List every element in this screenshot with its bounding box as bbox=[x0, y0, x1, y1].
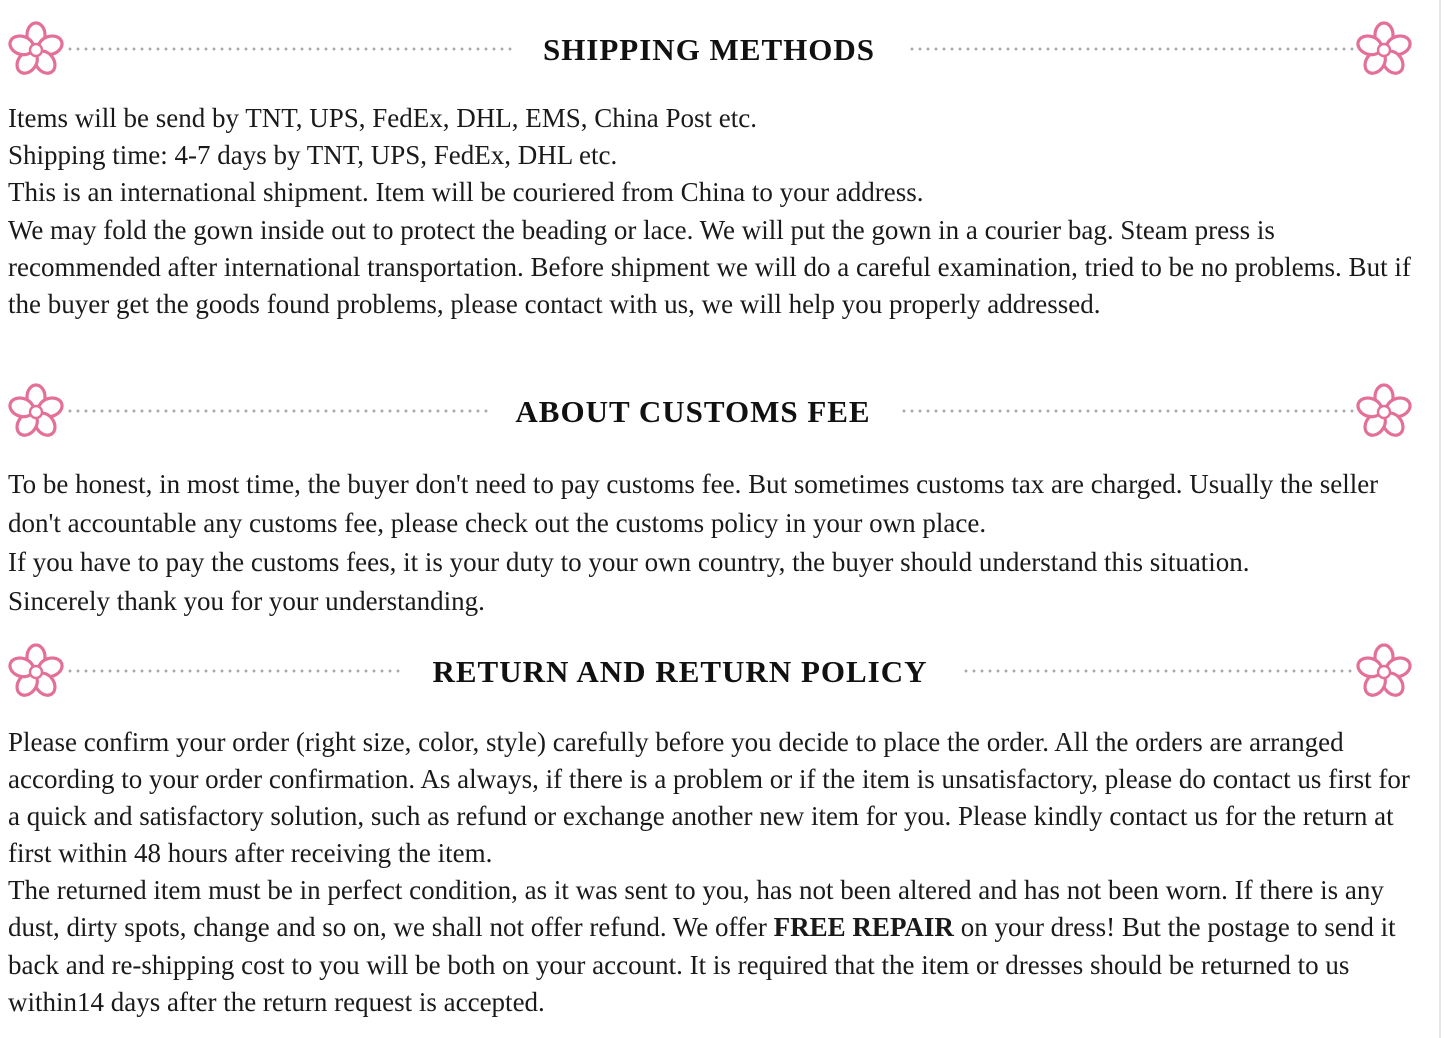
flower-icon bbox=[1356, 380, 1412, 444]
dotted-divider bbox=[66, 47, 512, 51]
text-paragraph: We may fold the gown inside out to protect the beading or lace. We will put the gown in a courier bag. Steam press is recommended after international transportation. Before shipment we will do a careful examination, tried to be no problems. But if the buyer get the goods found problems, please contact with us, we will help you properly addressed. bbox=[8, 214, 1411, 320]
dotted-divider bbox=[66, 409, 490, 413]
section-title: RETURN AND RETURN POLICY bbox=[432, 654, 928, 689]
text-run: on your dress! But the postage to send it back and re-shipping cost to you will be both on your account. It is required that the item or dresses should be returned to us within14 days after the return request is accepted. bbox=[8, 912, 1396, 1017]
section-header-customs bbox=[8, 380, 1412, 444]
section-title: SHIPPING METHODS bbox=[542, 32, 876, 67]
dotted-divider bbox=[900, 409, 1354, 413]
flower-icon bbox=[8, 380, 64, 444]
text-line: Sincerely thank you for your understanding. bbox=[8, 586, 485, 616]
text-run: The returned item must be in perfect condition, as it was sent to you, has not been altered and has not been worn. If there is any dust, dirty spots, change and so on, we shall not offer refund. We offer bbox=[8, 875, 1384, 943]
flower-icon bbox=[8, 640, 64, 704]
customs-body bbox=[8, 465, 1418, 621]
section-header-shipping bbox=[8, 18, 1412, 82]
text-line: This is an international shipment. Item will be couriered from China to your address. bbox=[8, 177, 924, 208]
flower-icon bbox=[1356, 640, 1412, 704]
returns-body bbox=[8, 724, 1418, 1021]
text-line: Items will be send by TNT, UPS, FedEx, DHL, EMS, China Post etc. bbox=[8, 103, 757, 133]
free-repair-highlight: FREE REPAIR bbox=[773, 912, 954, 943]
text-paragraph: To be honest, in most time, the buyer don't need to pay customs fee. But sometimes customs tax are charged. Usually the seller don't accountable any customs fee, please check out the customs policy in your own place. bbox=[8, 469, 1379, 538]
text-line: Shipping time: 4-7 days by TNT, UPS, FedEx, DHL etc. bbox=[8, 140, 618, 171]
flower-icon bbox=[8, 18, 64, 82]
flower-icon bbox=[1356, 18, 1412, 82]
dotted-divider bbox=[908, 47, 1354, 51]
dotted-divider bbox=[66, 669, 402, 673]
text-paragraph bbox=[8, 872, 1418, 1020]
dotted-divider bbox=[962, 669, 1354, 673]
text-paragraph: Please confirm your order (right size, color, style) carefully before you decide to place the order. All the orders are arranged according to your order confirmation. As always, if there is a problem or if the item is unsatisfactory, please do contact us first for a quick and satisfactory solution, such as refund or exchange another new item for you. Please kindly contact us for the return at first within 48 hours after receiving the item. bbox=[8, 727, 1410, 869]
page-edge-rule bbox=[1439, 0, 1441, 1038]
section-header-returns bbox=[8, 640, 1412, 704]
section-title: ABOUT CUSTOMS FEE bbox=[515, 394, 871, 429]
shipping-body bbox=[8, 100, 1418, 323]
text-line: If you have to pay the customs fees, it is your duty to your own country, the buyer should understand this situation. bbox=[8, 547, 1250, 577]
